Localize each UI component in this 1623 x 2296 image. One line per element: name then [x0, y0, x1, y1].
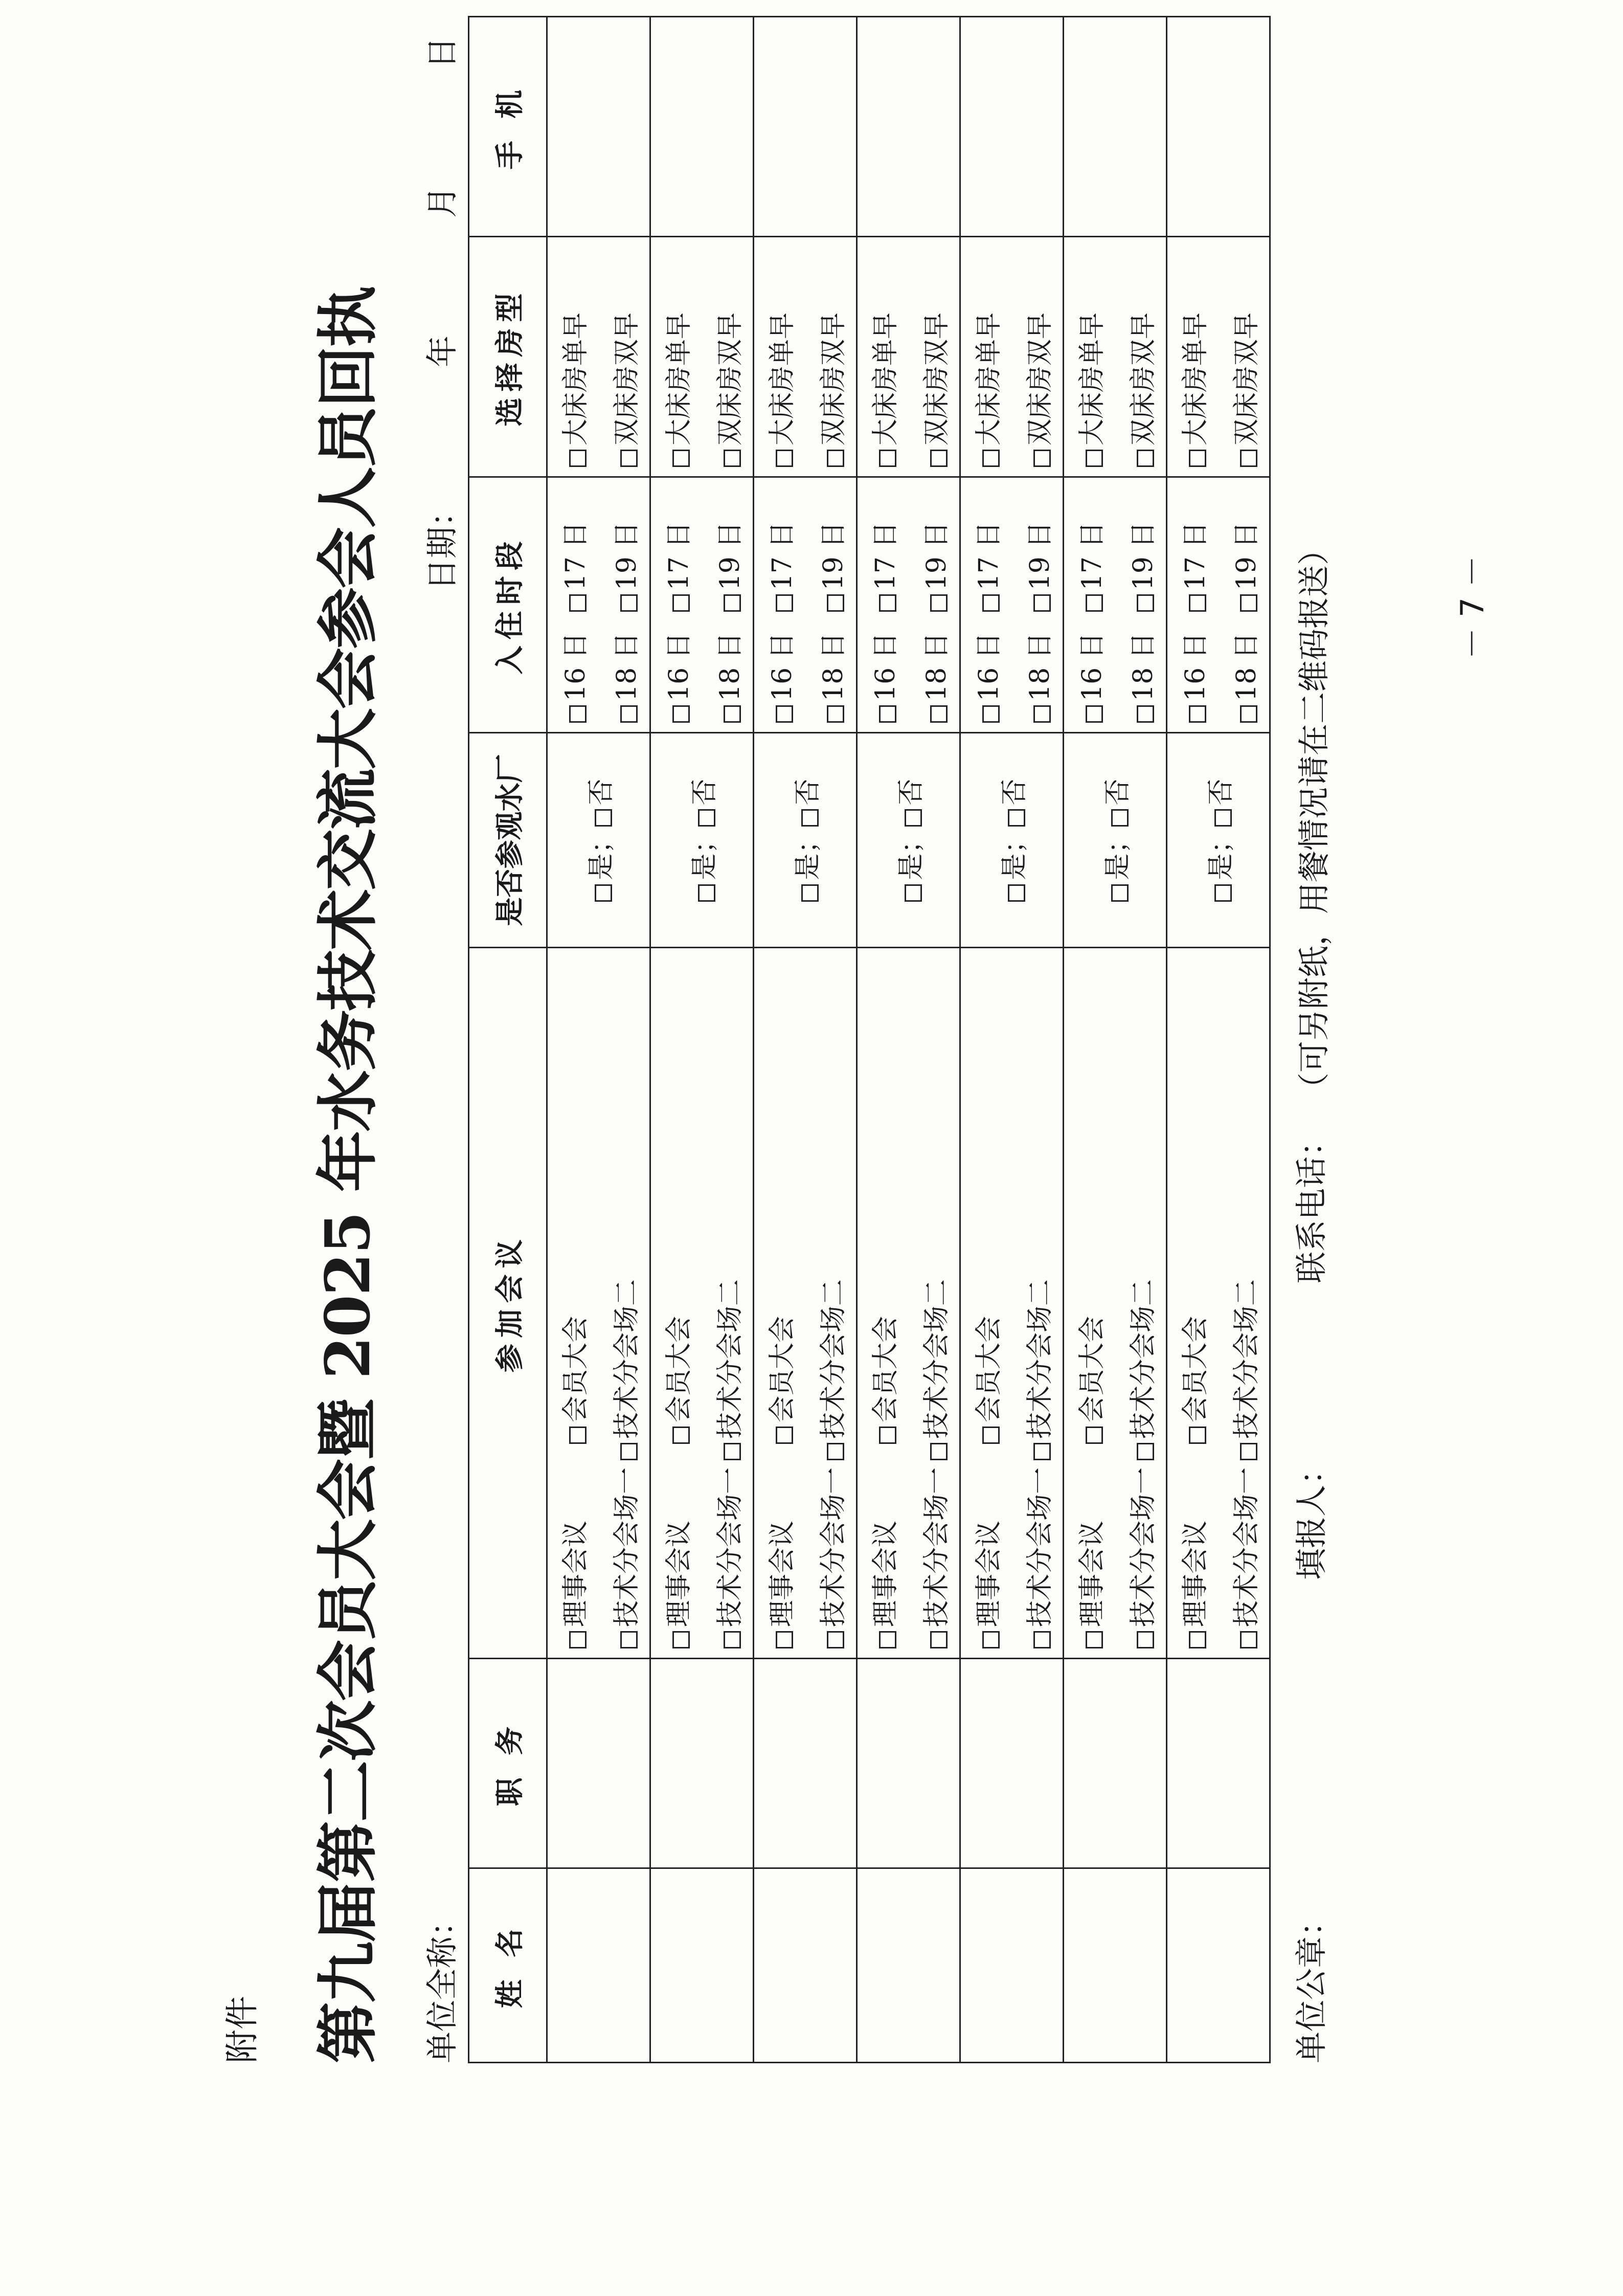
twin-room-checkbox[interactable] [1240, 450, 1257, 467]
date-month: 月 [423, 186, 461, 218]
meeting-line-1: 理事会议会员大会 [760, 957, 799, 1648]
meeting-cell [960, 948, 1064, 1659]
stay-cell [857, 477, 960, 733]
king-room-checkbox[interactable] [982, 450, 1000, 467]
tech-session-1-checkbox[interactable] [827, 1631, 844, 1648]
tech-session-2-checkbox[interactable] [1240, 1443, 1257, 1460]
table-row [650, 17, 754, 2063]
stay-line-2: 18 日19 日 [915, 487, 953, 723]
day-19-checkbox[interactable] [1033, 594, 1051, 612]
visit-yes-checkbox[interactable] [698, 884, 715, 902]
day-17-checkbox[interactable] [1086, 594, 1103, 612]
meeting-cell [650, 948, 754, 1659]
stay-line-2: 18 日19 日 [605, 487, 643, 723]
king-room-checkbox[interactable] [1086, 450, 1103, 467]
tech-session-1-checkbox[interactable] [1033, 1631, 1051, 1648]
room-line-1: 大床房单早 [657, 247, 695, 467]
room-line-2: 双床房双早 [1225, 247, 1263, 467]
member-assembly-checkbox[interactable] [776, 1426, 793, 1444]
meeting-line-2: 技术分会场一技术分会场二 [708, 957, 747, 1648]
room-line-2: 双床房双早 [812, 247, 850, 467]
day-19-checkbox[interactable] [724, 594, 741, 612]
visit-yes-checkbox[interactable] [595, 884, 612, 902]
day-18-checkbox[interactable] [724, 705, 741, 723]
room-cell [650, 237, 754, 477]
king-room-checkbox[interactable] [1189, 450, 1206, 467]
date-year: 年 [423, 335, 461, 367]
tech-session-1-checkbox[interactable] [724, 1631, 741, 1648]
tech-session-2-checkbox[interactable] [1137, 1443, 1154, 1460]
king-room-checkbox[interactable] [879, 450, 896, 467]
stay-line-2: 18 日19 日 [1018, 487, 1056, 723]
council-meeting-checkbox[interactable] [1189, 1631, 1206, 1648]
name-cell[interactable] [547, 1868, 650, 2063]
meeting-line-2: 技术分会场一技术分会场二 [605, 957, 643, 1648]
name-cell[interactable] [650, 1868, 754, 2063]
twin-room-checkbox[interactable] [930, 450, 948, 467]
room-cell [754, 237, 857, 477]
council-meeting-checkbox[interactable] [672, 1631, 690, 1648]
tech-session-1-checkbox[interactable] [620, 1631, 638, 1648]
stay-line-1: 16 日17 日 [864, 487, 902, 723]
room-line-1: 大床房单早 [1174, 247, 1212, 467]
visit-no-checkbox[interactable] [595, 810, 612, 827]
stay-line-1: 16 日17 日 [1174, 487, 1212, 723]
meeting-cell [1064, 948, 1167, 1659]
meeting-cell [1167, 948, 1270, 1659]
stay-line-2: 18 日19 日 [1225, 487, 1263, 723]
position-cell[interactable] [650, 1659, 754, 1868]
twin-room-checkbox[interactable] [1137, 450, 1154, 467]
day-18-checkbox[interactable] [620, 705, 638, 723]
day-17-checkbox[interactable] [672, 594, 690, 612]
day-19-checkbox[interactable] [1240, 594, 1257, 612]
meeting-line-2: 技术分会场一技术分会场二 [1121, 957, 1160, 1648]
day-17-checkbox[interactable] [776, 594, 793, 612]
date-line [417, 37, 462, 590]
member-assembly-checkbox[interactable] [879, 1426, 896, 1444]
room-line-2: 双床房双早 [708, 247, 747, 467]
mobile-cell[interactable] [1167, 17, 1270, 237]
mobile-cell[interactable] [1064, 17, 1167, 237]
tech-session-1-checkbox[interactable] [1137, 1631, 1154, 1648]
position-cell[interactable] [1064, 1659, 1167, 1868]
room-line-2: 双床房双早 [915, 247, 953, 467]
position-cell[interactable] [754, 1659, 857, 1868]
header-name: 姓 名 [469, 1868, 547, 2063]
day-16-checkbox[interactable] [982, 705, 1000, 723]
day-16-checkbox[interactable] [1189, 705, 1206, 723]
day-19-checkbox[interactable] [620, 594, 638, 612]
visit-cell: 是；否 [1167, 733, 1270, 948]
meeting-line-2: 技术分会场一技术分会场二 [1225, 957, 1263, 1648]
name-cell[interactable] [1167, 1868, 1270, 2063]
header-room: 选择房型 [469, 237, 547, 477]
position-cell[interactable] [857, 1659, 960, 1868]
table-body [547, 17, 1270, 2063]
visit-cell: 是；否 [857, 733, 960, 948]
table-row [857, 17, 960, 2063]
day-17-checkbox[interactable] [569, 594, 587, 612]
visit-no-checkbox[interactable] [1111, 810, 1129, 827]
table-header-row [469, 17, 547, 2063]
header-stay: 入住时段 [469, 477, 547, 733]
king-room-checkbox[interactable] [569, 450, 587, 467]
council-meeting-checkbox[interactable] [982, 1631, 1000, 1648]
member-assembly-checkbox[interactable] [982, 1426, 1000, 1444]
stay-cell [960, 477, 1064, 733]
day-19-checkbox[interactable] [827, 594, 844, 612]
footer-note: （可另附纸，用餐情况请在二维码报送） [1295, 533, 1333, 1104]
stay-cell [754, 477, 857, 733]
twin-room-checkbox[interactable] [827, 450, 844, 467]
visit-yes-checkbox[interactable] [1111, 884, 1129, 902]
stay-line-2: 18 日19 日 [1121, 487, 1160, 723]
stay-cell [1064, 477, 1167, 733]
king-room-checkbox[interactable] [776, 450, 793, 467]
mobile-cell[interactable] [857, 17, 960, 237]
day-17-checkbox[interactable] [1189, 594, 1206, 612]
visit-cell: 是；否 [547, 733, 650, 948]
room-line-1: 大床房单早 [1070, 247, 1109, 467]
page-number: － 7 － [1454, 555, 1491, 659]
room-line-1: 大床房单早 [864, 247, 902, 467]
meeting-cell [857, 948, 960, 1659]
meeting-line-1: 理事会议会员大会 [1070, 957, 1109, 1648]
stay-line-2: 18 日19 日 [812, 487, 850, 723]
council-meeting-checkbox[interactable] [776, 1631, 793, 1648]
day-19-checkbox[interactable] [1137, 594, 1154, 612]
meeting-cell [754, 948, 857, 1659]
document-title: 第九届第二次会员大会暨 2025 年水务技术交流大会参会人员回执 [312, 286, 384, 2063]
registration-table [468, 16, 1271, 2063]
name-cell[interactable] [754, 1868, 857, 2063]
visit-yes-checkbox[interactable] [1008, 884, 1025, 902]
meeting-line-1: 理事会议会员大会 [554, 957, 592, 1648]
header-mobile: 手 机 [469, 17, 547, 237]
position-cell[interactable] [1167, 1659, 1270, 1868]
visit-no-checkbox[interactable] [801, 810, 819, 827]
day-16-checkbox[interactable] [672, 705, 690, 723]
tech-session-2-checkbox[interactable] [724, 1443, 741, 1460]
room-line-1: 大床房单早 [554, 247, 592, 467]
header-position: 职 务 [469, 1659, 547, 1868]
visit-cell: 是；否 [754, 733, 857, 948]
day-18-checkbox[interactable] [827, 705, 844, 723]
member-assembly-checkbox[interactable] [569, 1426, 587, 1444]
tech-session-1-checkbox[interactable] [1240, 1631, 1257, 1648]
member-assembly-checkbox[interactable] [672, 1426, 690, 1444]
stay-cell [547, 477, 650, 733]
member-assembly-checkbox[interactable] [1086, 1426, 1103, 1444]
visit-no-checkbox[interactable] [1008, 810, 1025, 827]
unit-name-label: 单位全称： [423, 1904, 461, 2063]
table-row [1064, 17, 1167, 2063]
day-17-checkbox[interactable] [879, 594, 896, 612]
visit-no-checkbox[interactable] [905, 810, 922, 827]
visit-cell: 是；否 [1064, 733, 1167, 948]
room-line-1: 大床房单早 [760, 247, 799, 467]
name-cell[interactable] [1064, 1868, 1167, 2063]
council-meeting-checkbox[interactable] [569, 1631, 587, 1648]
stay-line-2: 18 日19 日 [708, 487, 747, 723]
visit-no-checkbox[interactable] [698, 810, 715, 827]
visit-cell: 是；否 [650, 733, 754, 948]
twin-room-checkbox[interactable] [1033, 450, 1051, 467]
table-row [1167, 17, 1270, 2063]
tech-session-1-checkbox[interactable] [930, 1631, 948, 1648]
stay-line-1: 16 日17 日 [967, 487, 1005, 723]
tech-session-2-checkbox[interactable] [827, 1443, 844, 1460]
room-line-1: 大床房单早 [967, 247, 1005, 467]
day-16-checkbox[interactable] [776, 705, 793, 723]
day-17-checkbox[interactable] [982, 594, 1000, 612]
meeting-line-1: 理事会议会员大会 [657, 957, 695, 1648]
stay-line-1: 16 日17 日 [760, 487, 799, 723]
visit-cell: 是；否 [960, 733, 1064, 948]
room-cell [857, 237, 960, 477]
room-cell [960, 237, 1064, 477]
meeting-cell [547, 948, 650, 1659]
day-16-checkbox[interactable] [1086, 705, 1103, 723]
phone-label: 联系电话： [1293, 1124, 1330, 1283]
table-row [754, 17, 857, 2063]
king-room-checkbox[interactable] [672, 450, 690, 467]
visit-no-checkbox[interactable] [1214, 810, 1232, 827]
stay-line-1: 16 日17 日 [554, 487, 592, 723]
mobile-cell[interactable] [547, 17, 650, 237]
council-meeting-checkbox[interactable] [1086, 1631, 1103, 1648]
mobile-cell[interactable] [650, 17, 754, 237]
meeting-line-2: 技术分会场一技术分会场二 [812, 957, 850, 1648]
tech-session-2-checkbox[interactable] [930, 1443, 948, 1460]
meeting-line-1: 理事会议会员大会 [1174, 957, 1212, 1648]
position-cell[interactable] [960, 1659, 1064, 1868]
room-cell [1167, 237, 1270, 477]
date-label: 日期： [423, 495, 461, 590]
twin-room-checkbox[interactable] [620, 450, 638, 467]
meeting-line-1: 理事会议会员大会 [967, 957, 1005, 1648]
stay-line-1: 16 日17 日 [657, 487, 695, 723]
day-18-checkbox[interactable] [1137, 705, 1154, 723]
header-visit: 是否参观水厂 [469, 733, 547, 948]
stamp-label: 单位公章： [1293, 1904, 1330, 2063]
stay-line-1: 16 日17 日 [1070, 487, 1109, 723]
filler-label: 填报人： [1293, 1453, 1330, 1580]
room-cell [547, 237, 650, 477]
stay-cell [1167, 477, 1270, 733]
day-18-checkbox[interactable] [1033, 705, 1051, 723]
day-19-checkbox[interactable] [930, 594, 948, 612]
table-row [547, 17, 650, 2063]
room-cell [1064, 237, 1167, 477]
name-cell[interactable] [857, 1868, 960, 2063]
attachment-label: 附件 [222, 1996, 262, 2063]
day-16-checkbox[interactable] [569, 705, 587, 723]
meeting-line-1: 理事会议会员大会 [864, 957, 902, 1648]
date-day: 日 [423, 36, 461, 69]
meeting-line-2: 技术分会场一技术分会场二 [915, 957, 953, 1648]
twin-room-checkbox[interactable] [724, 450, 741, 467]
room-line-2: 双床房双早 [1018, 247, 1056, 467]
member-assembly-checkbox[interactable] [1189, 1426, 1206, 1444]
room-line-2: 双床房双早 [1121, 247, 1160, 467]
council-meeting-checkbox[interactable] [879, 1631, 896, 1648]
header-meeting: 参加会议 [469, 948, 547, 1659]
position-cell[interactable] [547, 1659, 650, 1868]
tech-session-2-checkbox[interactable] [1033, 1443, 1051, 1460]
meeting-line-2: 技术分会场一技术分会场二 [1018, 957, 1056, 1648]
day-18-checkbox[interactable] [1240, 705, 1257, 723]
visit-yes-checkbox[interactable] [801, 884, 819, 902]
mobile-cell[interactable] [754, 17, 857, 237]
visit-yes-checkbox[interactable] [1214, 884, 1232, 902]
room-line-2: 双床房双早 [605, 247, 643, 467]
visit-yes-checkbox[interactable] [905, 884, 922, 902]
table-row [960, 17, 1064, 2063]
name-cell[interactable] [960, 1868, 1064, 2063]
tech-session-2-checkbox[interactable] [620, 1443, 638, 1460]
day-18-checkbox[interactable] [930, 705, 948, 723]
stay-cell [650, 477, 754, 733]
mobile-cell[interactable] [960, 17, 1064, 237]
day-16-checkbox[interactable] [879, 705, 896, 723]
